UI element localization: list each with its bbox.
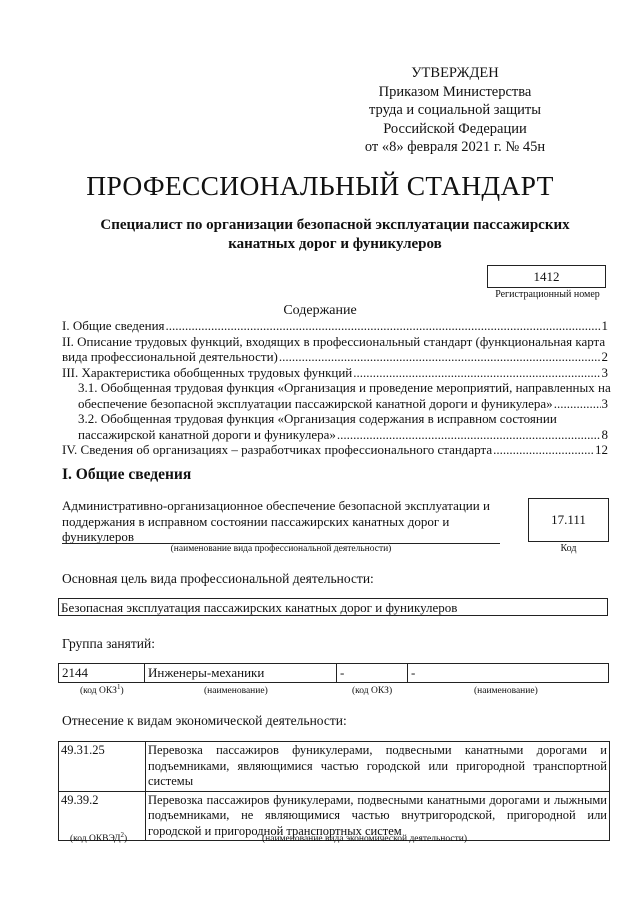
activity-name-line: фуникулеров bbox=[62, 529, 134, 544]
toc-item[interactable] bbox=[62, 427, 608, 443]
toc-item-page: 12 bbox=[595, 442, 608, 457]
activity-caption: (наименование вида профессиональной деятельности) bbox=[170, 544, 392, 554]
toc-item-page: 2 bbox=[601, 349, 608, 364]
activity-code-label: Код bbox=[560, 543, 577, 554]
toc-dot-leader bbox=[279, 349, 601, 365]
footnote-mark: 1 bbox=[116, 682, 121, 691]
document-title: ПРОФЕССИОНАЛЬНЫЙ СТАНДАРТ bbox=[86, 170, 554, 201]
toc-title: Содержание bbox=[283, 303, 357, 318]
okved-desc-caption: (наименование вида экономической деятельности) bbox=[262, 834, 467, 844]
okved-desc-cell: Перевозка пассажиров фуникулерами, подвесными канатными дорогами и лыжными подъемниками, не являющимися частью внутригородской, пригородной или городской и пригородной транспортных систем bbox=[146, 791, 610, 841]
standard-name bbox=[80, 216, 590, 254]
toc-item-page: 3 bbox=[601, 395, 608, 411]
toc-item-page: 3 bbox=[601, 364, 608, 380]
okved-code-cell: 49.39.2 bbox=[59, 791, 146, 841]
toc-dot-leader bbox=[337, 427, 601, 443]
caption-text: ) bbox=[120, 686, 124, 696]
toc-item-text: вида профессиональной деятельности) bbox=[62, 349, 278, 364]
footnote-mark: 2 bbox=[120, 830, 124, 839]
approval-date-line: от «8» февраля 2021 г. № 45н bbox=[364, 139, 546, 155]
toc-dot-leader bbox=[554, 396, 601, 412]
occupation-table bbox=[58, 663, 609, 683]
toc-item-text: II. Описание трудовых функций, входящих в профессиональный стандарт (функциональная карта bbox=[62, 333, 606, 349]
occupation-code-caption bbox=[80, 682, 124, 696]
toc-item[interactable] bbox=[62, 365, 608, 381]
toc-item[interactable] bbox=[62, 442, 608, 458]
approval-heading: УТВЕРЖДЕН bbox=[411, 65, 499, 81]
toc-item[interactable] bbox=[62, 396, 608, 412]
occupation-code2-cell: - bbox=[337, 664, 408, 683]
approval-line: труда и социальной защиты bbox=[369, 102, 541, 118]
toc-item-text: пассажирской канатной дороги и фуникулера» bbox=[78, 426, 336, 442]
okved-desc-cell: Перевозка пассажиров фуникулерами, подвесными канатными дорогами и подъемниками, являющимися частью городской или пригородной транспортной системы bbox=[146, 742, 610, 792]
toc-item-text: IV. Сведения об организациях – разработчиках профессионального стандарта bbox=[62, 442, 493, 457]
activity-code-box: 17.111 bbox=[528, 498, 609, 542]
okved-code-caption bbox=[70, 830, 128, 844]
table-row bbox=[59, 742, 610, 792]
caption-text: ) bbox=[123, 834, 128, 844]
okved-table bbox=[58, 741, 610, 841]
approval-line: Российской Федерации bbox=[383, 120, 527, 137]
activity-name-line: поддержания в исправном состоянии пассажирских канатных дорог и bbox=[62, 513, 450, 529]
registration-number-box: 1412 bbox=[487, 265, 606, 288]
occupation-name-caption: (наименование) bbox=[204, 686, 268, 696]
toc-item[interactable] bbox=[62, 349, 608, 365]
toc-dot-leader bbox=[353, 365, 600, 381]
caption-text: (код ОКВЭД bbox=[70, 834, 121, 844]
toc-item-page: 8 bbox=[601, 426, 608, 442]
toc-dot-leader bbox=[493, 442, 594, 458]
activity-name bbox=[62, 498, 500, 545]
occupation-code2-caption: (код ОКЗ) bbox=[352, 686, 393, 696]
occupation-name2-cell: - bbox=[408, 664, 609, 683]
occupation-name2-caption: (наименование) bbox=[474, 686, 538, 696]
caption-text: (код ОКЗ bbox=[80, 686, 117, 696]
registration-number-label: Регистрационный номер bbox=[495, 289, 600, 300]
group-label: Группа занятий: bbox=[62, 636, 155, 651]
table-row bbox=[59, 664, 609, 683]
toc-item-text: обеспечение безопасной эксплуатации пассажирской канатной дороги и фуникулера» bbox=[78, 395, 553, 411]
occupation-name-cell: Инженеры-механики bbox=[145, 664, 337, 683]
activity-name-line: Административно-организационное обеспечение безопасной эксплуатации и bbox=[62, 498, 490, 513]
approval-line: Приказом Министерства bbox=[378, 83, 532, 100]
approval-block bbox=[345, 64, 565, 157]
toc-item-text: I. Общие сведения bbox=[62, 318, 165, 333]
toc-item[interactable] bbox=[62, 318, 608, 334]
standard-name-line: канатных дорог и фуникулеров bbox=[228, 236, 442, 252]
toc-item-text: 3.2. Обобщенная трудовая функция «Организация содержания в исправном состоянии bbox=[78, 411, 557, 426]
toc-dot-leader bbox=[166, 318, 601, 334]
goal-label: Основная цель вида профессиональной деятельности: bbox=[62, 571, 374, 586]
table-of-contents bbox=[62, 318, 611, 458]
okved-code-cell: 49.31.25 bbox=[59, 742, 146, 792]
toc-item-text: 3.1. Обобщенная трудовая функция «Организация и проведение мероприятий, направленных на bbox=[78, 380, 611, 395]
goal-box: Безопасная эксплуатация пассажирских канатных дорог и фуникулеров bbox=[58, 598, 608, 616]
section-heading: I. Общие сведения bbox=[62, 466, 192, 483]
occupation-code-cell: 2144 bbox=[59, 664, 145, 683]
toc-item-page: 1 bbox=[601, 318, 608, 333]
econ-label: Отнесение к видам экономической деятельности: bbox=[62, 713, 347, 728]
standard-name-line: Специалист по организации безопасной эксплуатации пассажирских bbox=[100, 217, 570, 233]
toc-item-text: III. Характеристика обобщенных трудовых функций bbox=[62, 364, 353, 380]
